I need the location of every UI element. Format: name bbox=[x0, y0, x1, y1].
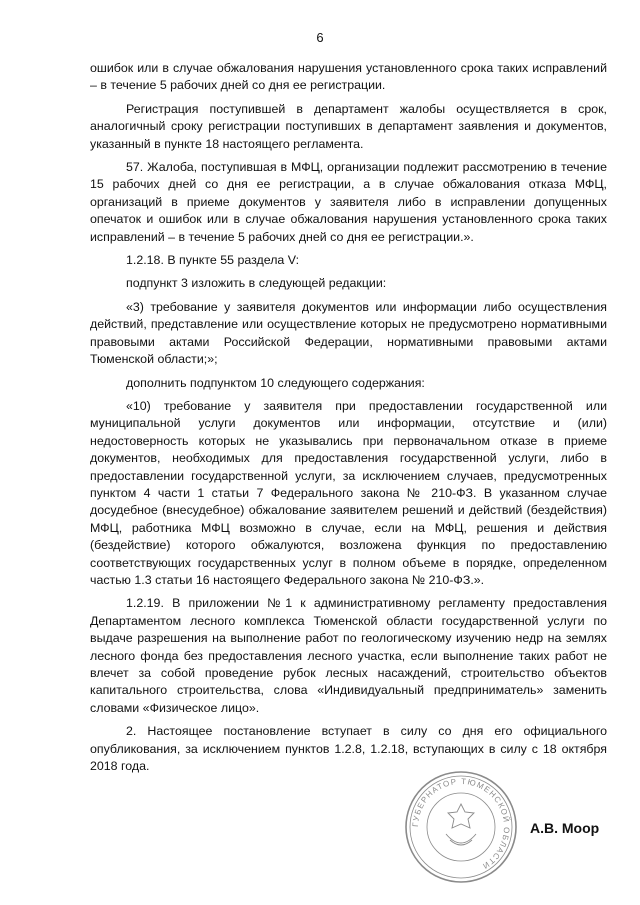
paragraph-subclause-10-intro: дополнить подпунктом 10 следующего содержания: bbox=[126, 375, 425, 390]
signatory-name: А.В. Моор bbox=[530, 820, 600, 836]
paragraph-subclause-3-intro: подпункт 3 изложить в следующей редакции: bbox=[126, 276, 387, 291]
paragraph-2-effective: 2. Настоящее постановление вступает в силу со дня его официального опубликования, за исключением пунктов 1.2.8, 1.2.18, вступающих в силу с 18 октября 2018 года. bbox=[90, 724, 607, 774]
paragraph-57: 57. Жалоба, поступившая в МФЦ, организации подлежит рассмотрению в течение 15 рабочих дней со дня ее регистрации, а в случае обжалования отказа МФЦ, организаций в приеме документов у заявителя либо в исправлении допущенных опечаток и ошибок или в случае обжалования нарушения установленного срока таких исправлений – в течение 5 рабочих дней со дня ее регистрации.». bbox=[90, 160, 607, 244]
paragraph-subclause-10: «10) требование у заявителя при предоставлении государственной или муниципальной услуги документов или информации, отсутствие и (или) недостоверность которых не указывались при первоначальном отказе в приеме документов, необходимых для предоставления государственной услуги, либо в предоставлении государственной услуги, за исключением случаев, предусмотренных пунктом 4 части 1 статьи 7 Федерального закона № 210-ФЗ. В указанном случае досудебное (внесудебное) обжалование заявителем решений и действий (бездействия) МФЦ, работника МФЦ возможно в случае, если на МФЦ, решения и действия (бездействие) которого обжалуются, возложена функция по предоставлению соответствующих государственных услуг в полном объеме в порядке, определенном частью 1.3 статьи 16 настоящего Федерального закона № 210-ФЗ.». bbox=[90, 398, 607, 587]
paragraph-1-2-18: 1.2.18. В пункте 55 раздела V: bbox=[126, 253, 300, 268]
seal-text: ГУБЕРНАТОР ТЮМЕНСКОЙ ОБЛАСТИ bbox=[410, 776, 512, 871]
paragraph-continuation: ошибок или в случае обжалования нарушения установленного срока таких исправлений – в течение 5 рабочих дней со дня ее регистрации. bbox=[90, 61, 607, 93]
official-seal-stamp bbox=[402, 768, 520, 886]
paragraph-subclause-3: «3) требование у заявителя документов или информации либо осуществления действий, представление или осуществление которых не предусмотрено нормативными правовыми актами Российской Федерации, нормативными правовыми актами Тюменской области;»; bbox=[90, 299, 607, 367]
page-number: 6 bbox=[316, 30, 324, 45]
paragraph-registration: Регистрация поступившей в департамент жалобы осуществляется в срок, аналогичный сроку регистрации поступивших в департамент заявления и документов, указанный в пункте 18 настоящего регламента. bbox=[90, 101, 607, 151]
document-body bbox=[90, 60, 607, 781]
paragraph-1-2-19: 1.2.19. В приложении №1 к административному регламенту предоставления Департаментом лесного комплекса Тюменской области государственной услуги по выдаче разрешения на выполнение работ по геологическому изучению недр на землях лесного фонда без предоставления лесного участка, если выполнение таких работ не влечет за собой проведение рубок лесных насаждений, строительство объектов капитального строительства, слова «Индивидуальный предприниматель» заменить словами «Физическое лицо». bbox=[90, 596, 607, 715]
